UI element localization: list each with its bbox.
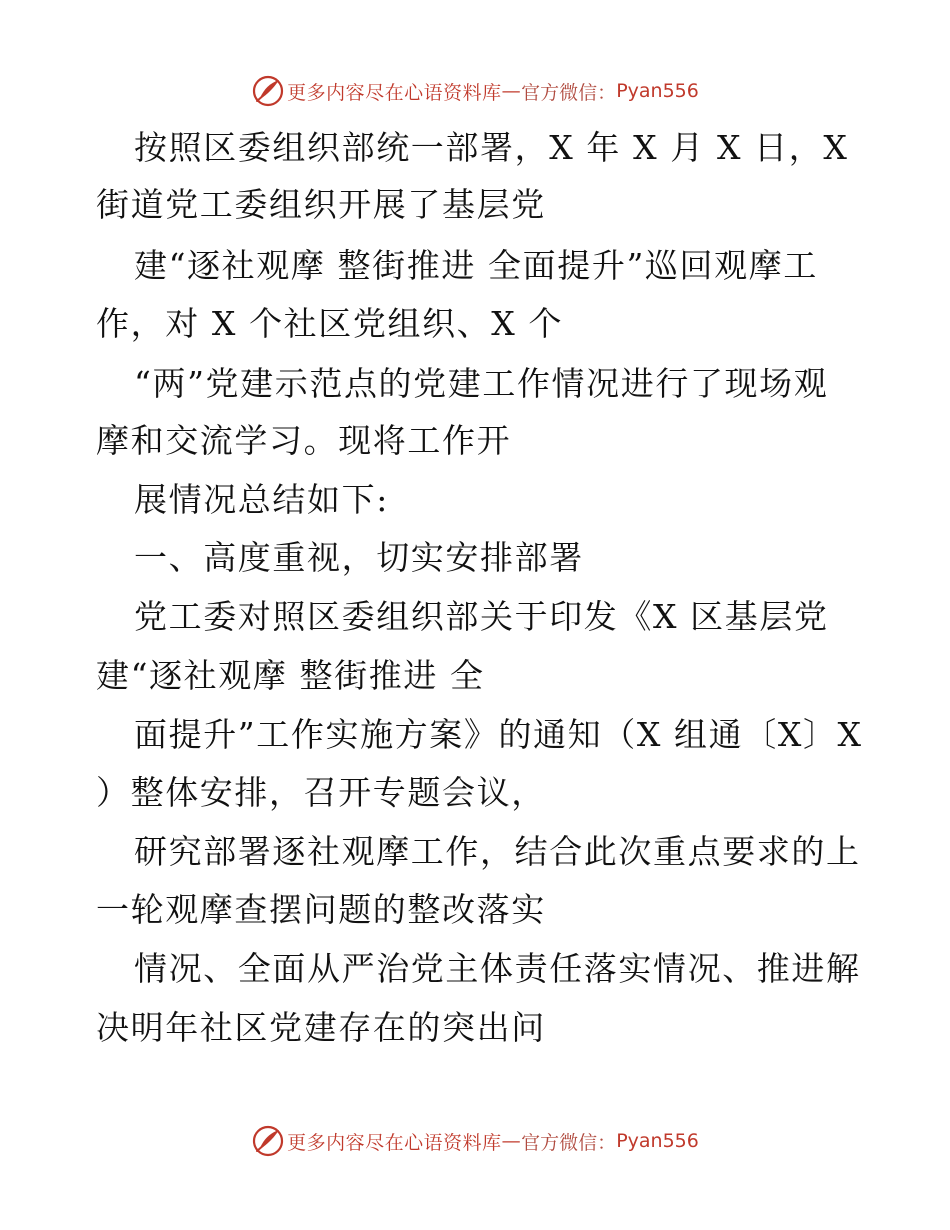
paragraph-line: ）整体安排，召开专题会议，	[96, 773, 546, 812]
paragraph-line: “两”党建示范点的党建工作情况进行了现场观	[134, 364, 829, 403]
section-heading: 一、高度重视，切实安排部署	[134, 538, 584, 577]
watermark-wechat-id: Pyan556	[616, 1130, 699, 1152]
paragraph-line: 决明年社区党建存在的突出问	[96, 1008, 546, 1047]
paragraph-line: 按照区委组织部统一部署，X 年 X 月 X 日，X	[134, 128, 849, 167]
feather-logo-icon	[251, 1124, 285, 1158]
paragraph-line: 面提升”工作实施方案》的通知（X 组通〔X〕X	[134, 715, 863, 754]
watermark-banner-bottom	[0, 1121, 950, 1161]
watermark-separator: —	[501, 1130, 522, 1152]
paragraph-line: 街道党工委组织开展了基层党	[96, 185, 546, 224]
watermark-wechat-label: 官方微信：	[521, 1131, 617, 1154]
watermark-banner-top	[0, 71, 950, 111]
paragraph-line: 作，对 X 个社区党组织、X 个	[96, 304, 564, 343]
watermark-wechat-label: 官方微信：	[521, 81, 617, 104]
paragraph-line: 研究部署逐社观摩工作，结合此次重点要求的上	[134, 832, 861, 871]
watermark-separator: —	[501, 80, 522, 102]
paragraph-line: 摩和交流学习。现将工作开	[96, 421, 512, 460]
paragraph-line: 建“逐社观摩 整街推进 全	[96, 656, 485, 695]
watermark-text: 更多内容尽在心语资料库	[287, 81, 502, 104]
paragraph-line: 一轮观摩查摆问题的整改落实	[96, 890, 546, 929]
feather-logo-icon	[251, 74, 285, 108]
paragraph-line: 党工委对照区委组织部关于印发《X 区基层党	[134, 597, 829, 636]
paragraph-line: 展情况总结如下:	[134, 480, 389, 519]
watermark-wechat-id: Pyan556	[616, 80, 699, 102]
watermark-text: 更多内容尽在心语资料库	[287, 1131, 502, 1154]
paragraph-line: 情况、全面从严治党主体责任落实情况、推进解	[134, 949, 861, 988]
paragraph-line: 建“逐社观摩 整街推进 全面提升”巡回观摩工	[134, 246, 818, 285]
